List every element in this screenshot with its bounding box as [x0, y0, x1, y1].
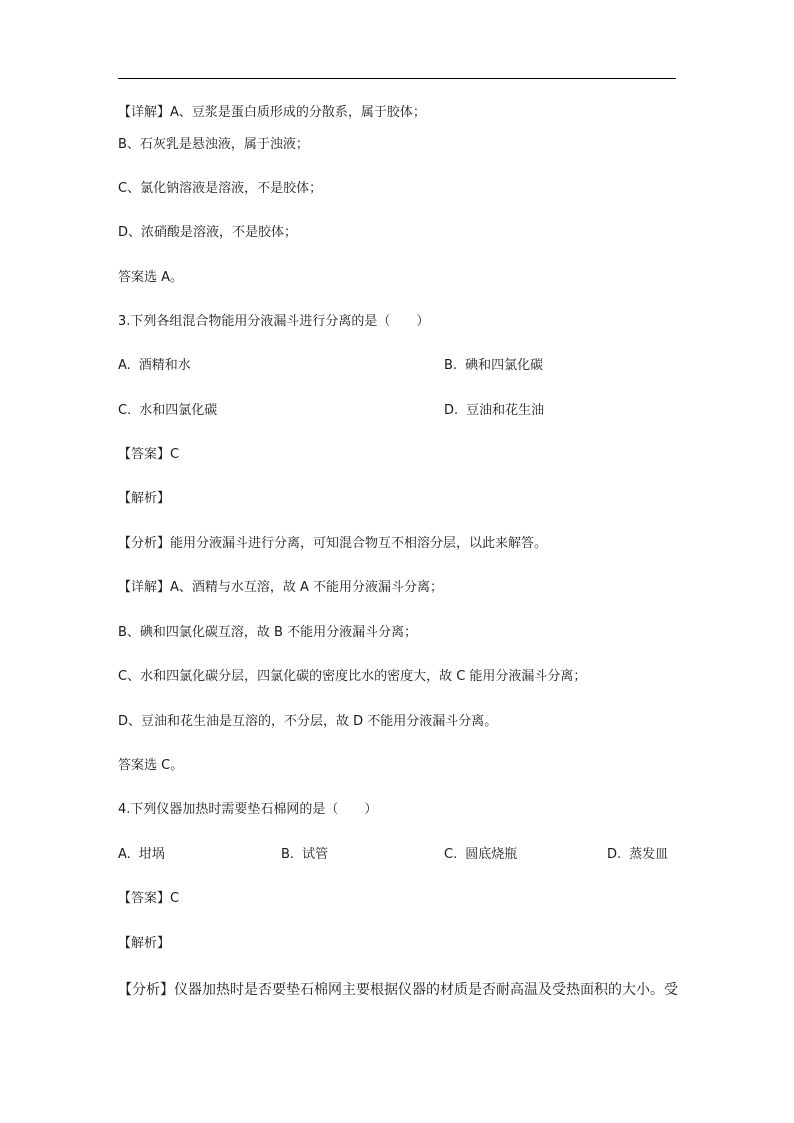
option-text: 碘和四氯化碳 [465, 358, 544, 373]
q3-analysis: 【分析】能用分液漏斗进行分离，可知混合物互不相溶分层，以此来解答。 [118, 536, 548, 551]
q3-answer: 【答案】C [118, 447, 180, 462]
q3-detail-d: D、豆油和花生油是互溶的，不分层，故 D 不能用分液漏斗分离。 [118, 714, 498, 729]
q4-option-b [281, 846, 328, 864]
option-letter: D. [444, 403, 459, 418]
q4-option-c [444, 846, 517, 864]
question-4: 4.下列仪器加热时需要垫石棉网的是（ ） [118, 802, 378, 817]
option-text: 试管 [302, 847, 329, 862]
option-text: 坩埚 [138, 847, 165, 862]
q3-option-a [118, 357, 191, 375]
q4-option-a [118, 846, 165, 864]
q4-analysis: 【分析】仪器加热时是否要垫石棉网主要根据仪器的材质是否耐高温及受热面积的大小。受 [118, 982, 678, 998]
option-letter: A. [118, 847, 131, 862]
q3-option-d [444, 402, 544, 420]
detail-b-line: B、石灰乳是悬浊液，属于浊液； [118, 137, 309, 152]
option-text: 水和四氯化碳 [139, 403, 218, 418]
option-text: 酒精和水 [138, 358, 191, 373]
option-letter: B. [444, 358, 458, 373]
option-text: 豆油和花生油 [466, 403, 545, 418]
q3-analysis-heading: 【解析】 [118, 491, 171, 506]
option-letter: B. [281, 847, 295, 862]
question-3: 3.下列各组混合物能用分液漏斗进行分离的是（ ） [118, 314, 430, 329]
q3-detail-c: C、水和四氯化碳分层，四氯化碳的密度比水的密度大，故 C 能用分液漏斗分离； [118, 669, 587, 684]
option-letter: D. [607, 847, 622, 862]
q3-option-b [444, 357, 543, 375]
q4-analysis-heading: 【解析】 [118, 936, 171, 951]
q4-answer: 【答案】C [118, 891, 180, 906]
q3-detail-a: 【详解】A、酒精与水互溶，故 A 不能用分液漏斗分离； [118, 580, 444, 595]
detail-c-line: C、氯化钠溶液是溶液，不是胶体； [118, 181, 323, 196]
detail-d-line: D、浓硝酸是溶液，不是胶体； [118, 225, 298, 240]
option-letter: C. [444, 847, 458, 862]
q3-detail-b: B、碘和四氯化碳互溶，故 B 不能用分液漏斗分离； [118, 625, 418, 640]
option-letter: C. [118, 403, 132, 418]
answer-line: 答案选 A。 [118, 270, 184, 285]
q3-answer-choice: 答案选 C。 [118, 758, 184, 773]
detail-a-line: 【详解】A、豆浆是蛋白质形成的分散系，属于胶体； [118, 105, 426, 120]
option-letter: A. [118, 358, 131, 373]
option-text: 蒸发皿 [629, 847, 669, 862]
option-text: 圆底烧瓶 [465, 847, 518, 862]
q4-option-d [607, 846, 668, 864]
header-rule [118, 78, 676, 79]
q3-option-c [118, 402, 217, 420]
